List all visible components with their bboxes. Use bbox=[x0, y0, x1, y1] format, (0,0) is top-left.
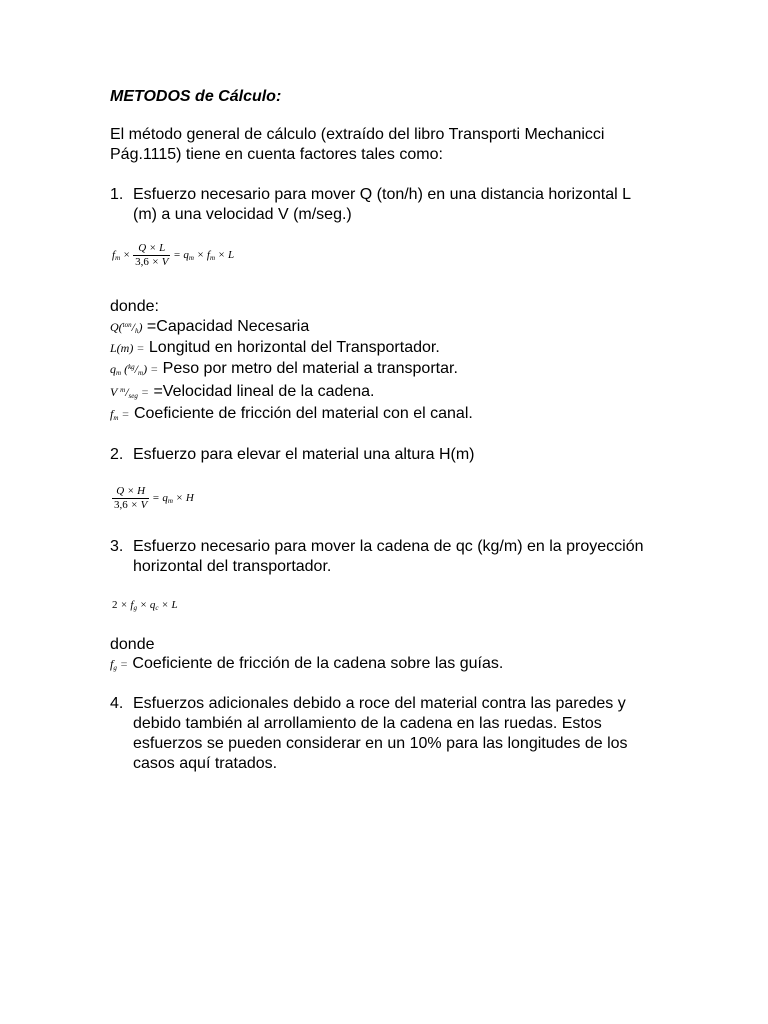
item-1-number: 1. bbox=[110, 186, 124, 203]
item-4-line-1: Esfuerzos adicionales debido a roce del material contra las paredes y bbox=[133, 695, 626, 712]
intro-line-1: El método general de cálculo (extraído del libro Transporti Mechanicci bbox=[110, 126, 605, 143]
intro-line-2: Pág.1115) tiene en cuenta factores tales como: bbox=[110, 146, 443, 163]
length-symbol: L(m) = bbox=[110, 341, 145, 355]
item-4-line-2: debido también al arrollamiento de la cadena en las ruedas. Estos bbox=[133, 715, 602, 732]
page-title: METODOS de Cálculo: bbox=[110, 88, 282, 105]
friction-material-symbol: $f_m$ = bbox=[110, 407, 130, 422]
item-4-line-4: casos aquí tratados. bbox=[133, 755, 278, 772]
donde-label-1: donde: bbox=[110, 298, 159, 315]
donde-label-2: donde bbox=[110, 636, 155, 653]
velocity-symbol: V $^m/_{seg}$ = bbox=[110, 385, 149, 400]
formula-3: $2 \times f_g \times q_c \times L$ bbox=[112, 599, 178, 612]
capacity-symbol: $Q(^{ton}/_h)$ bbox=[110, 320, 143, 335]
item-3-line-1: Esfuerzo necesario para mover la cadena de qc (kg/m) en la proyección bbox=[133, 538, 644, 555]
item-3-line-2: horizontal del transportador. bbox=[133, 558, 332, 575]
item-1-line-2: (m) a una velocidad V (m/seg.) bbox=[133, 206, 352, 223]
formula-2: $\frac{Q \times H}{3,6 \times V}$ = $q_m \times H$ bbox=[114, 485, 194, 511]
definition-capacity: $Q(^{ton}/_h)$ =Capacidad Necesaria bbox=[110, 318, 310, 335]
item-2-line-1: Esfuerzo para elevar el material una altura H(m) bbox=[133, 446, 475, 463]
formula-1: $f_m$ × $\frac{Q \times L}{3,6 \times V}$ = $q_m \times f_m \times L$ bbox=[112, 242, 235, 268]
item-4-line-3: esfuerzos se pueden considerar en un 10% para las longitudes de los bbox=[133, 735, 628, 752]
friction-chain-symbol: $f_g$ = bbox=[110, 657, 128, 672]
definition-friction-chain: $f_g$ = Coeficiente de fricción de la cadena sobre las guías. bbox=[110, 655, 504, 672]
item-3-number: 3. bbox=[110, 538, 124, 555]
item-2-number: 2. bbox=[110, 446, 124, 463]
definition-friction-material: $f_m$ = Coeficiente de fricción del material con el canal. bbox=[110, 405, 473, 422]
definition-length: L(m) = Longitud en horizontal del Transportador. bbox=[110, 339, 440, 356]
definition-weight: $q_m$ $(^{kg}/_m)$ = Peso por metro del material a transportar. bbox=[110, 360, 458, 377]
definition-velocity: V $^m/_{seg}$ = =Velocidad lineal de la cadena. bbox=[110, 383, 375, 400]
item-4-number: 4. bbox=[110, 695, 124, 712]
item-1-line-1: Esfuerzo necesario para mover Q (ton/h) en una distancia horizontal L bbox=[133, 186, 632, 203]
weight-symbol: $q_m$ $(^{kg}/_m)$ = bbox=[110, 362, 159, 377]
